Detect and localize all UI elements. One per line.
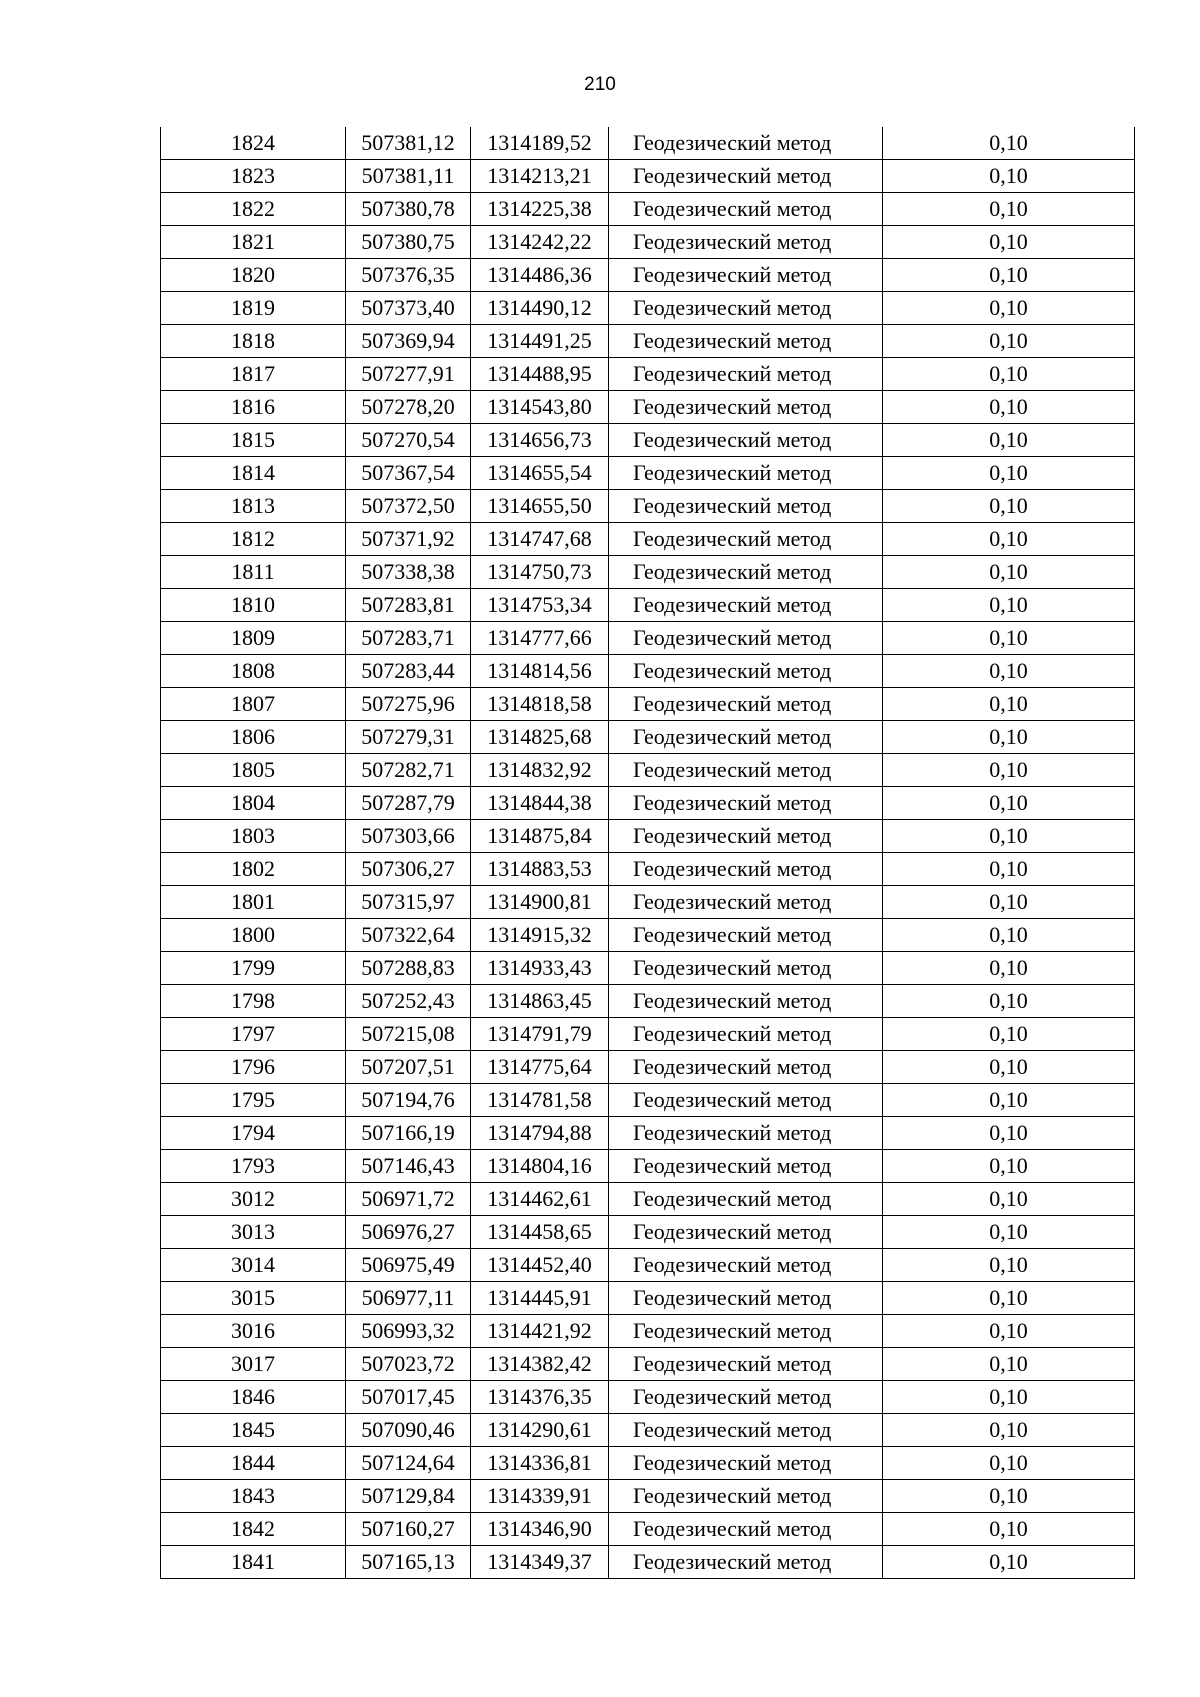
method-cell: Геодезический метод <box>609 1348 883 1381</box>
table-row <box>161 820 1135 853</box>
table-row <box>161 523 1135 556</box>
method-cell: Геодезический метод <box>609 325 883 358</box>
point-number-cell: 1822 <box>161 193 346 226</box>
accuracy-cell: 0,10 <box>883 622 1135 655</box>
accuracy-cell: 0,10 <box>883 853 1135 886</box>
y-coordinate-cell: 1314883,53 <box>471 853 609 886</box>
method-cell: Геодезический метод <box>609 886 883 919</box>
method-cell: Геодезический метод <box>609 292 883 325</box>
point-number-cell: 1824 <box>161 127 346 160</box>
x-coordinate-cell: 506975,49 <box>346 1249 471 1282</box>
y-coordinate-cell: 1314189,52 <box>471 127 609 160</box>
method-cell: Геодезический метод <box>609 1447 883 1480</box>
point-number-cell: 1797 <box>161 1018 346 1051</box>
y-coordinate-cell: 1314213,21 <box>471 160 609 193</box>
y-coordinate-cell: 1314804,16 <box>471 1150 609 1183</box>
table-row <box>161 1051 1135 1084</box>
accuracy-cell: 0,10 <box>883 1381 1135 1414</box>
method-cell: Геодезический метод <box>609 490 883 523</box>
table-row <box>161 391 1135 424</box>
table-row <box>161 1315 1135 1348</box>
x-coordinate-cell: 507338,38 <box>346 556 471 589</box>
table-row <box>161 292 1135 325</box>
y-coordinate-cell: 1314933,43 <box>471 952 609 985</box>
point-number-cell: 1818 <box>161 325 346 358</box>
x-coordinate-cell: 506993,32 <box>346 1315 471 1348</box>
x-coordinate-cell: 507371,92 <box>346 523 471 556</box>
y-coordinate-cell: 1314486,36 <box>471 259 609 292</box>
x-coordinate-cell: 507278,20 <box>346 391 471 424</box>
table-row <box>161 1414 1135 1447</box>
y-coordinate-cell: 1314825,68 <box>471 721 609 754</box>
point-number-cell: 1845 <box>161 1414 346 1447</box>
accuracy-cell: 0,10 <box>883 391 1135 424</box>
method-cell: Геодезический метод <box>609 523 883 556</box>
point-number-cell: 1802 <box>161 853 346 886</box>
x-coordinate-cell: 507283,71 <box>346 622 471 655</box>
table-row <box>161 325 1135 358</box>
x-coordinate-cell: 507288,83 <box>346 952 471 985</box>
x-coordinate-cell: 507381,12 <box>346 127 471 160</box>
x-coordinate-cell: 507303,66 <box>346 820 471 853</box>
table-row <box>161 1348 1135 1381</box>
accuracy-cell: 0,10 <box>883 490 1135 523</box>
point-number-cell: 1842 <box>161 1513 346 1546</box>
table-row <box>161 589 1135 622</box>
table-row <box>161 1546 1135 1579</box>
method-cell: Геодезический метод <box>609 1546 883 1579</box>
y-coordinate-cell: 1314349,37 <box>471 1546 609 1579</box>
y-coordinate-cell: 1314488,95 <box>471 358 609 391</box>
x-coordinate-cell: 507146,43 <box>346 1150 471 1183</box>
x-coordinate-cell: 507376,35 <box>346 259 471 292</box>
x-coordinate-cell: 507369,94 <box>346 325 471 358</box>
point-number-cell: 1841 <box>161 1546 346 1579</box>
point-number-cell: 1814 <box>161 457 346 490</box>
x-coordinate-cell: 507279,31 <box>346 721 471 754</box>
x-coordinate-cell: 507322,64 <box>346 919 471 952</box>
y-coordinate-cell: 1314339,91 <box>471 1480 609 1513</box>
method-cell: Геодезический метод <box>609 820 883 853</box>
y-coordinate-cell: 1314656,73 <box>471 424 609 457</box>
table-row <box>161 1282 1135 1315</box>
method-cell: Геодезический метод <box>609 985 883 1018</box>
accuracy-cell: 0,10 <box>883 160 1135 193</box>
method-cell: Геодезический метод <box>609 1282 883 1315</box>
accuracy-cell: 0,10 <box>883 325 1135 358</box>
accuracy-cell: 0,10 <box>883 1051 1135 1084</box>
accuracy-cell: 0,10 <box>883 952 1135 985</box>
method-cell: Геодезический метод <box>609 1513 883 1546</box>
y-coordinate-cell: 1314791,79 <box>471 1018 609 1051</box>
x-coordinate-cell: 507315,97 <box>346 886 471 919</box>
x-coordinate-cell: 507373,40 <box>346 292 471 325</box>
point-number-cell: 1811 <box>161 556 346 589</box>
method-cell: Геодезический метод <box>609 1249 883 1282</box>
x-coordinate-cell: 507194,76 <box>346 1084 471 1117</box>
y-coordinate-cell: 1314863,45 <box>471 985 609 1018</box>
method-cell: Геодезический метод <box>609 127 883 160</box>
accuracy-cell: 0,10 <box>883 1513 1135 1546</box>
table-row <box>161 226 1135 259</box>
x-coordinate-cell: 507215,08 <box>346 1018 471 1051</box>
point-number-cell: 1817 <box>161 358 346 391</box>
accuracy-cell: 0,10 <box>883 1018 1135 1051</box>
x-coordinate-cell: 506977,11 <box>346 1282 471 1315</box>
method-cell: Геодезический метод <box>609 1480 883 1513</box>
accuracy-cell: 0,10 <box>883 1183 1135 1216</box>
point-number-cell: 3017 <box>161 1348 346 1381</box>
method-cell: Геодезический метод <box>609 358 883 391</box>
point-number-cell: 1801 <box>161 886 346 919</box>
point-number-cell: 1812 <box>161 523 346 556</box>
accuracy-cell: 0,10 <box>883 721 1135 754</box>
y-coordinate-cell: 1314753,34 <box>471 589 609 622</box>
table-row <box>161 952 1135 985</box>
x-coordinate-cell: 507252,43 <box>346 985 471 1018</box>
method-cell: Геодезический метод <box>609 1414 883 1447</box>
x-coordinate-cell: 507124,64 <box>346 1447 471 1480</box>
x-coordinate-cell: 507207,51 <box>346 1051 471 1084</box>
x-coordinate-cell: 507023,72 <box>346 1348 471 1381</box>
point-number-cell: 1793 <box>161 1150 346 1183</box>
x-coordinate-cell: 507283,44 <box>346 655 471 688</box>
x-coordinate-cell: 507017,45 <box>346 1381 471 1414</box>
point-number-cell: 1816 <box>161 391 346 424</box>
table-row <box>161 1183 1135 1216</box>
accuracy-cell: 0,10 <box>883 985 1135 1018</box>
accuracy-cell: 0,10 <box>883 1282 1135 1315</box>
accuracy-cell: 0,10 <box>883 787 1135 820</box>
table-row <box>161 1447 1135 1480</box>
table-row <box>161 424 1135 457</box>
table-row <box>161 1513 1135 1546</box>
method-cell: Геодезический метод <box>609 1183 883 1216</box>
y-coordinate-cell: 1314376,35 <box>471 1381 609 1414</box>
point-number-cell: 1806 <box>161 721 346 754</box>
table-row <box>161 622 1135 655</box>
method-cell: Геодезический метод <box>609 721 883 754</box>
point-number-cell: 1815 <box>161 424 346 457</box>
table-row <box>161 490 1135 523</box>
y-coordinate-cell: 1314290,61 <box>471 1414 609 1447</box>
x-coordinate-cell: 506971,72 <box>346 1183 471 1216</box>
y-coordinate-cell: 1314777,66 <box>471 622 609 655</box>
point-number-cell: 1809 <box>161 622 346 655</box>
method-cell: Геодезический метод <box>609 160 883 193</box>
point-number-cell: 1823 <box>161 160 346 193</box>
accuracy-cell: 0,10 <box>883 259 1135 292</box>
point-number-cell: 1795 <box>161 1084 346 1117</box>
x-coordinate-cell: 507270,54 <box>346 424 471 457</box>
table-row <box>161 1117 1135 1150</box>
x-coordinate-cell: 507277,91 <box>346 358 471 391</box>
table-row <box>161 1381 1135 1414</box>
method-cell: Геодезический метод <box>609 193 883 226</box>
method-cell: Геодезический метод <box>609 1084 883 1117</box>
x-coordinate-cell: 506976,27 <box>346 1216 471 1249</box>
y-coordinate-cell: 1314336,81 <box>471 1447 609 1480</box>
accuracy-cell: 0,10 <box>883 556 1135 589</box>
point-number-cell: 1846 <box>161 1381 346 1414</box>
point-number-cell: 1819 <box>161 292 346 325</box>
y-coordinate-cell: 1314900,81 <box>471 886 609 919</box>
y-coordinate-cell: 1314543,80 <box>471 391 609 424</box>
y-coordinate-cell: 1314462,61 <box>471 1183 609 1216</box>
coordinates-table-body <box>161 127 1135 1579</box>
table-row <box>161 886 1135 919</box>
method-cell: Геодезический метод <box>609 424 883 457</box>
table-row <box>161 127 1135 160</box>
method-cell: Геодезический метод <box>609 622 883 655</box>
accuracy-cell: 0,10 <box>883 655 1135 688</box>
table-row <box>161 985 1135 1018</box>
table-row <box>161 853 1135 886</box>
accuracy-cell: 0,10 <box>883 127 1135 160</box>
accuracy-cell: 0,10 <box>883 358 1135 391</box>
accuracy-cell: 0,10 <box>883 1546 1135 1579</box>
table-row <box>161 1150 1135 1183</box>
x-coordinate-cell: 507381,11 <box>346 160 471 193</box>
table-row <box>161 787 1135 820</box>
y-coordinate-cell: 1314490,12 <box>471 292 609 325</box>
accuracy-cell: 0,10 <box>883 886 1135 919</box>
y-coordinate-cell: 1314655,50 <box>471 490 609 523</box>
accuracy-cell: 0,10 <box>883 919 1135 952</box>
y-coordinate-cell: 1314832,92 <box>471 754 609 787</box>
accuracy-cell: 0,10 <box>883 589 1135 622</box>
method-cell: Геодезический метод <box>609 952 883 985</box>
y-coordinate-cell: 1314915,32 <box>471 919 609 952</box>
y-coordinate-cell: 1314818,58 <box>471 688 609 721</box>
point-number-cell: 1820 <box>161 259 346 292</box>
method-cell: Геодезический метод <box>609 1150 883 1183</box>
accuracy-cell: 0,10 <box>883 820 1135 853</box>
x-coordinate-cell: 507165,13 <box>346 1546 471 1579</box>
y-coordinate-cell: 1314750,73 <box>471 556 609 589</box>
point-number-cell: 1808 <box>161 655 346 688</box>
accuracy-cell: 0,10 <box>883 1414 1135 1447</box>
y-coordinate-cell: 1314844,38 <box>471 787 609 820</box>
table-row <box>161 556 1135 589</box>
point-number-cell: 1800 <box>161 919 346 952</box>
table-row <box>161 193 1135 226</box>
table-row <box>161 457 1135 490</box>
method-cell: Геодезический метод <box>609 1315 883 1348</box>
x-coordinate-cell: 507283,81 <box>346 589 471 622</box>
accuracy-cell: 0,10 <box>883 424 1135 457</box>
page-number: 210 <box>584 74 616 95</box>
x-coordinate-cell: 507367,54 <box>346 457 471 490</box>
x-coordinate-cell: 507160,27 <box>346 1513 471 1546</box>
table-row <box>161 655 1135 688</box>
accuracy-cell: 0,10 <box>883 1117 1135 1150</box>
point-number-cell: 1794 <box>161 1117 346 1150</box>
point-number-cell: 3016 <box>161 1315 346 1348</box>
y-coordinate-cell: 1314814,56 <box>471 655 609 688</box>
method-cell: Геодезический метод <box>609 1216 883 1249</box>
table-row <box>161 358 1135 391</box>
point-number-cell: 3013 <box>161 1216 346 1249</box>
method-cell: Геодезический метод <box>609 457 883 490</box>
accuracy-cell: 0,10 <box>883 1348 1135 1381</box>
x-coordinate-cell: 507129,84 <box>346 1480 471 1513</box>
x-coordinate-cell: 507380,78 <box>346 193 471 226</box>
y-coordinate-cell: 1314382,42 <box>471 1348 609 1381</box>
method-cell: Геодезический метод <box>609 853 883 886</box>
y-coordinate-cell: 1314242,22 <box>471 226 609 259</box>
accuracy-cell: 0,10 <box>883 1150 1135 1183</box>
point-number-cell: 1805 <box>161 754 346 787</box>
table-row <box>161 259 1135 292</box>
accuracy-cell: 0,10 <box>883 523 1135 556</box>
x-coordinate-cell: 507380,75 <box>346 226 471 259</box>
method-cell: Геодезический метод <box>609 787 883 820</box>
accuracy-cell: 0,10 <box>883 1216 1135 1249</box>
accuracy-cell: 0,10 <box>883 688 1135 721</box>
method-cell: Геодезический метод <box>609 1051 883 1084</box>
point-number-cell: 3015 <box>161 1282 346 1315</box>
table-row <box>161 1480 1135 1513</box>
y-coordinate-cell: 1314747,68 <box>471 523 609 556</box>
table-row <box>161 1084 1135 1117</box>
table-row <box>161 688 1135 721</box>
y-coordinate-cell: 1314445,91 <box>471 1282 609 1315</box>
accuracy-cell: 0,10 <box>883 193 1135 226</box>
point-number-cell: 1798 <box>161 985 346 1018</box>
x-coordinate-cell: 507166,19 <box>346 1117 471 1150</box>
method-cell: Геодезический метод <box>609 589 883 622</box>
method-cell: Геодезический метод <box>609 1018 883 1051</box>
y-coordinate-cell: 1314421,92 <box>471 1315 609 1348</box>
method-cell: Геодезический метод <box>609 1381 883 1414</box>
point-number-cell: 3014 <box>161 1249 346 1282</box>
y-coordinate-cell: 1314655,54 <box>471 457 609 490</box>
accuracy-cell: 0,10 <box>883 457 1135 490</box>
point-number-cell: 1796 <box>161 1051 346 1084</box>
method-cell: Геодезический метод <box>609 1117 883 1150</box>
accuracy-cell: 0,10 <box>883 1249 1135 1282</box>
accuracy-cell: 0,10 <box>883 292 1135 325</box>
y-coordinate-cell: 1314491,25 <box>471 325 609 358</box>
x-coordinate-cell: 507287,79 <box>346 787 471 820</box>
y-coordinate-cell: 1314346,90 <box>471 1513 609 1546</box>
accuracy-cell: 0,10 <box>883 754 1135 787</box>
point-number-cell: 1813 <box>161 490 346 523</box>
y-coordinate-cell: 1314781,58 <box>471 1084 609 1117</box>
accuracy-cell: 0,10 <box>883 1084 1135 1117</box>
method-cell: Геодезический метод <box>609 754 883 787</box>
method-cell: Геодезический метод <box>609 391 883 424</box>
x-coordinate-cell: 507372,50 <box>346 490 471 523</box>
point-number-cell: 1803 <box>161 820 346 853</box>
x-coordinate-cell: 507275,96 <box>346 688 471 721</box>
y-coordinate-cell: 1314458,65 <box>471 1216 609 1249</box>
point-number-cell: 1843 <box>161 1480 346 1513</box>
table-row <box>161 1216 1135 1249</box>
method-cell: Геодезический метод <box>609 556 883 589</box>
table-row <box>161 721 1135 754</box>
accuracy-cell: 0,10 <box>883 1480 1135 1513</box>
y-coordinate-cell: 1314775,64 <box>471 1051 609 1084</box>
table-row <box>161 1249 1135 1282</box>
point-number-cell: 1810 <box>161 589 346 622</box>
point-number-cell: 1807 <box>161 688 346 721</box>
y-coordinate-cell: 1314452,40 <box>471 1249 609 1282</box>
x-coordinate-cell: 507282,71 <box>346 754 471 787</box>
point-number-cell: 1799 <box>161 952 346 985</box>
point-number-cell: 3012 <box>161 1183 346 1216</box>
x-coordinate-cell: 507090,46 <box>346 1414 471 1447</box>
table-row <box>161 1018 1135 1051</box>
method-cell: Геодезический метод <box>609 226 883 259</box>
y-coordinate-cell: 1314794,88 <box>471 1117 609 1150</box>
table-row <box>161 919 1135 952</box>
x-coordinate-cell: 507306,27 <box>346 853 471 886</box>
method-cell: Геодезический метод <box>609 655 883 688</box>
method-cell: Геодезический метод <box>609 259 883 292</box>
y-coordinate-cell: 1314225,38 <box>471 193 609 226</box>
table-row <box>161 754 1135 787</box>
method-cell: Геодезический метод <box>609 688 883 721</box>
accuracy-cell: 0,10 <box>883 1447 1135 1480</box>
y-coordinate-cell: 1314875,84 <box>471 820 609 853</box>
accuracy-cell: 0,10 <box>883 226 1135 259</box>
method-cell: Геодезический метод <box>609 919 883 952</box>
point-number-cell: 1804 <box>161 787 346 820</box>
accuracy-cell: 0,10 <box>883 1315 1135 1348</box>
table-row <box>161 160 1135 193</box>
point-number-cell: 1844 <box>161 1447 346 1480</box>
coordinates-table <box>160 127 1135 1579</box>
point-number-cell: 1821 <box>161 226 346 259</box>
